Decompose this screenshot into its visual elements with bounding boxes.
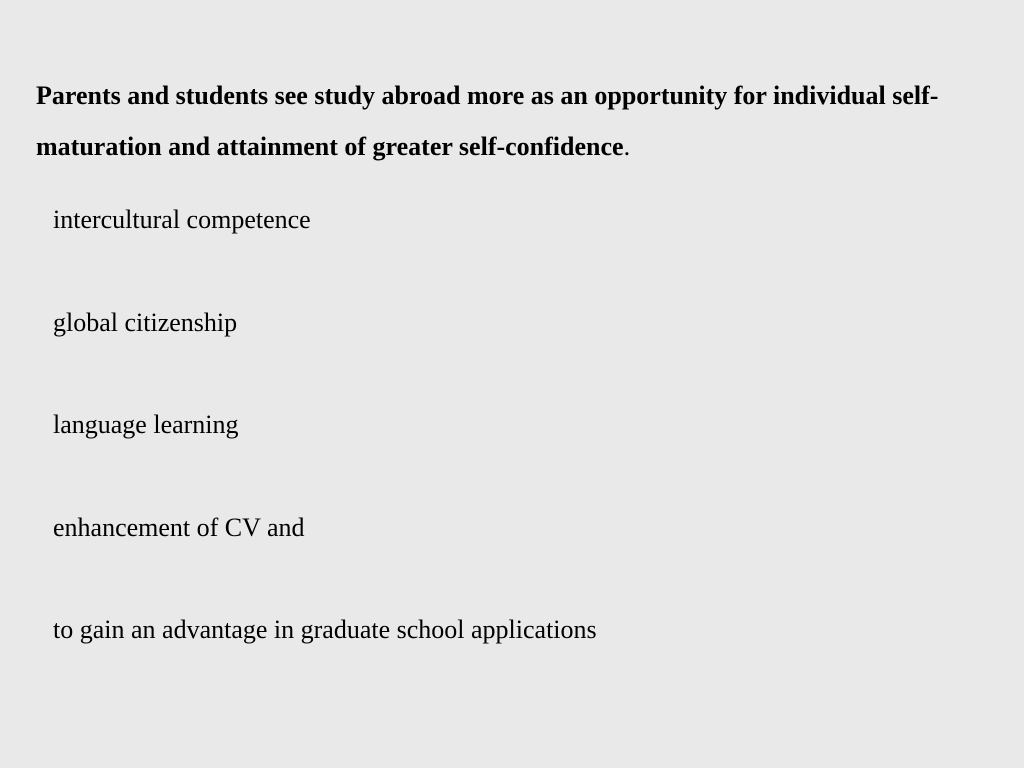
list-item: to gain an advantage in graduate school applications bbox=[53, 615, 597, 644]
list-item: language learning bbox=[53, 410, 239, 439]
item-list bbox=[53, 200, 597, 713]
heading-text: Parents and students see study abroad more as an opportunity for individual self-maturation and attainment of greater self-confidence bbox=[36, 81, 939, 161]
list-item: enhancement of CV and bbox=[53, 512, 305, 542]
heading-period: . bbox=[623, 132, 631, 161]
list-item: intercultural competence bbox=[53, 205, 311, 234]
list-item: global citizenship bbox=[53, 307, 238, 337]
slide-heading bbox=[36, 70, 996, 172]
